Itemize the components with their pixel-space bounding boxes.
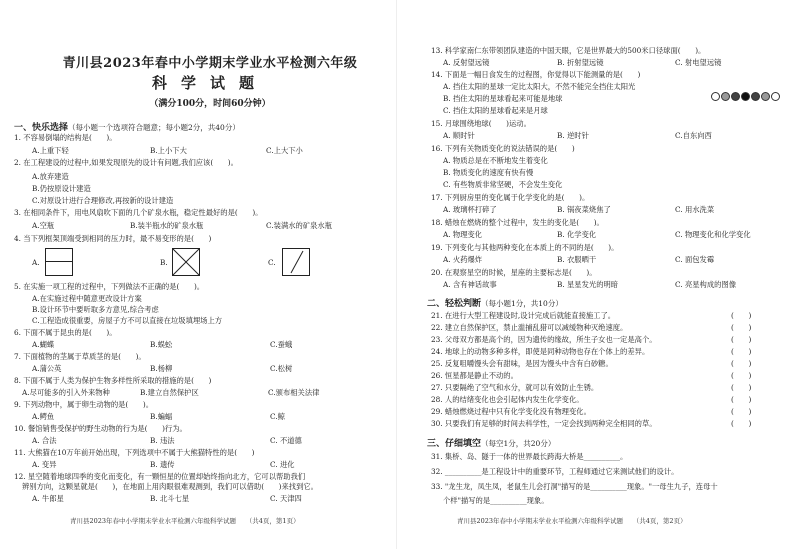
- question-11: 11. 大熊猫在10万年前开始出现，下列选项中不属于大熊猫特性的是( ): [14, 448, 255, 457]
- q7-option-a: A.蒲公英: [32, 364, 62, 373]
- exam-page-right: [397, 0, 794, 549]
- page-footer-right: 青川县2023年春中小学期末学业水平检测六年级科学试题 （共4页，第2页）: [457, 517, 687, 525]
- q6-option-a: A.蝴蝶: [32, 340, 55, 349]
- exam-score-time: （满分100分，时间60分钟）: [149, 99, 271, 109]
- q2-option-b: B.仍按原设计建造: [32, 184, 91, 193]
- question-19: 19. 下列变化与其他两种变化在本质上的不同的是( )。: [431, 243, 619, 252]
- q17-option-c: C. 用水洗菜: [675, 205, 715, 214]
- q4-option-a: A.: [32, 258, 40, 267]
- judge-25-answer[interactable]: ( ): [731, 359, 752, 368]
- q18-option-b: B. 化学变化: [557, 230, 597, 239]
- q16-option-c: C. 有些物质非常坚硬，不会发生变化: [443, 180, 563, 189]
- q10-option-c: C. 不道德: [270, 436, 302, 445]
- section-3-heading: 三、仔细填空（每空1分，共20分）: [427, 439, 556, 449]
- q13-option-c: C. 射电望远镜: [675, 58, 722, 67]
- judge-26: 26. 恒星都是静止不动的。: [431, 371, 518, 380]
- q7-option-c: C.松树: [270, 364, 293, 373]
- q18-option-a: A. 物理变化: [443, 230, 483, 239]
- q12-option-c: C. 天津四: [270, 494, 302, 503]
- question-12-line-1: 12. 星空随着地球四季的变化而变化，有一颗恒星的位置却始终指向北方，它可以帮助我们: [14, 472, 306, 481]
- q14-option-b: B. 挡住太阳的星球看起来可能是地球: [443, 94, 563, 103]
- q8-option-a: A.尽可能多的引入外来物种: [22, 388, 110, 397]
- fill-31: 31. 集桥、岛、隧于一体的世界最长跨海大桥是__________。: [431, 452, 628, 461]
- q11-option-a: A. 变异: [32, 460, 57, 469]
- q3-option-b: B.装半瓶水的矿泉水瓶: [130, 221, 204, 230]
- q12-option-b: B. 北斗七星: [150, 494, 190, 503]
- question-16: 16. 下列有关物质变化的说法错误的是( ): [431, 144, 575, 153]
- exam-title: 青川县2023年春中小学期末学业水平检测六年级: [62, 56, 358, 71]
- q6-option-b: B.蜈蚣: [150, 340, 173, 349]
- fill-33-line-1: 33. "龙生龙，凤生凤，老鼠生儿会打洞"描写的是__________现象。"一母生九子，连母十: [431, 482, 718, 491]
- q13-option-a: A. 反射望远镜: [443, 58, 490, 67]
- q4-option-b: B.: [160, 258, 168, 267]
- judge-21-answer[interactable]: ( ): [731, 311, 752, 320]
- q18-option-c: C. 物理变化和化学变化: [675, 230, 751, 239]
- question-8: 8. 下面不属于人类为保护生物多样性所采取的措施的是( ): [14, 376, 212, 385]
- section-2-heading: 二、轻松判断（每小题1分，共10分）: [427, 299, 563, 309]
- q5-option-b: B.设计环节中要听取多方意见,综合考虑: [32, 305, 159, 314]
- q5-option-c: C.工程造成很重要，房屋子方不可以直接在垃圾填埋场上方: [32, 316, 223, 325]
- q3-option-a: A.空瓶: [32, 221, 55, 230]
- q20-option-b: B. 星星发光的明暗: [557, 280, 619, 289]
- q9-option-b: B.蝙蝠: [150, 412, 173, 421]
- question-3: 3. 在相同条件下，用电风扇吹下面的几个矿泉水瓶，稳定性最好的是( )。: [14, 208, 263, 217]
- q7-option-b: B.杨柳: [150, 364, 173, 373]
- q16-option-a: A. 物质总是在不断地发生着变化: [443, 156, 548, 165]
- q16-option-b: B. 物质变化的速度有快有慢: [443, 168, 534, 177]
- judge-24-answer[interactable]: ( ): [731, 347, 752, 356]
- judge-29: 29. 蜡烛燃烧过程中只有化学变化没有物理变化。: [431, 407, 591, 416]
- judge-30-answer[interactable]: ( ): [731, 419, 752, 428]
- q14-option-a: A. 挡住太阳的星球一定比太阳大，不然不能完全挡住太阳光: [443, 82, 636, 91]
- judge-23: 23. 父母双方都是高个的，因为遗传的缘故，所生子女也一定是高个。: [431, 335, 657, 344]
- fill-33-line-2: 个样"描写的是__________现象。: [443, 496, 549, 505]
- q13-option-b: B. 折射望远镜: [557, 58, 604, 67]
- q19-option-a: A. 火药爆炸: [443, 255, 483, 264]
- question-9: 9. 下列动物中，属于卵生动物的是( )。: [14, 400, 154, 409]
- q1-option-c: C.上大下小: [266, 146, 303, 155]
- q1-option-a: A.上重下轻: [32, 146, 69, 155]
- question-5: 5. 在实施一项工程的过程中，下列做法不正确的是( )。: [14, 282, 205, 291]
- q5-option-a: A.在实施过程中随意更改设计方案: [32, 294, 142, 303]
- q15-option-b: B. 逆时针: [557, 131, 589, 140]
- q11-option-c: C. 进化: [270, 460, 295, 469]
- q15-option-c: C.自东向西: [675, 131, 712, 140]
- question-10: 10. 餐馆销售受保护的野生动物的行为是( )行为。: [14, 424, 187, 433]
- question-7: 7. 下面植物的茎属于草质茎的是( )。: [14, 352, 146, 361]
- q20-option-a: A. 含有神话故事: [443, 280, 497, 289]
- judge-24: 24. 地球上的动物多种多样，即使是同种动物也存在个体上的差异。: [431, 347, 650, 356]
- q20-option-c: C. 亮星构成的图像: [675, 280, 737, 289]
- q1-option-b: B.上小下大: [150, 146, 187, 155]
- judge-28: 28. 人的结绪变化也会引起体内发生化学变化。: [431, 395, 584, 404]
- q10-option-a: A. 合法: [32, 436, 57, 445]
- judge-29-answer[interactable]: ( ): [731, 407, 752, 416]
- page-footer-left: 青川县2023年春中小学期末学业水平检测六年级科学试题 （共4页，第1页）: [70, 517, 300, 525]
- question-13: 13. 科学家南仁东带领团队建造的中国天眼，它是世界最大的500米口径球面( )。: [431, 46, 706, 55]
- q2-option-c: C.对原设计进行合理修改,再按新的设计建造: [32, 196, 174, 205]
- question-14: 14. 下面是一幅日食发生的过程图，你觉得以下能测量的是( ): [431, 70, 641, 79]
- q10-option-b: B. 违法: [150, 436, 175, 445]
- q14-option-c: C. 挡住太阳的星球看起来是月球: [443, 106, 548, 115]
- question-2: 2. 在工程建设的过程中,如果发现原先的设计有问题,我们应该( )。: [14, 158, 238, 167]
- q19-option-c: C. 面包发霉: [675, 255, 715, 264]
- q3-option-c: C.装满水的矿泉水瓶: [266, 221, 333, 230]
- question-4: 4. 当下列框架顶端受到相同的压力时，最不易变形的是( ): [14, 234, 212, 243]
- judge-22-answer[interactable]: ( ): [731, 323, 752, 332]
- q15-option-a: A. 顺时针: [443, 131, 475, 140]
- judge-26-answer[interactable]: ( ): [731, 371, 752, 380]
- judge-27: 27. 只要隔绝了空气和水分，就可以有效防止生锈。: [431, 383, 599, 392]
- q6-option-c: C.蚕蛾: [270, 340, 293, 349]
- q9-option-a: A.鳄鱼: [32, 412, 55, 421]
- judge-30: 30. 只要我们有足够的时间去科学性，一定会找到两种完全相同的草。: [431, 419, 657, 428]
- judge-22: 22. 建立自然保护区，禁止滥捕乱猎可以减缓物种灭绝速度。: [431, 323, 628, 332]
- question-18: 18. 蜡烛在燃烧的整个过程中，发生的变化是( )。: [431, 218, 604, 227]
- judge-28-answer[interactable]: ( ): [731, 395, 752, 404]
- judge-27-answer[interactable]: ( ): [731, 383, 752, 392]
- q4-option-c: C.: [268, 258, 276, 267]
- q17-option-a: A. 玻璃杯打碎了: [443, 205, 497, 214]
- frame-a-figure: [45, 248, 73, 276]
- q9-option-c: C.鲸: [270, 412, 285, 421]
- exam-subject-title: 科学试题: [151, 74, 268, 92]
- judge-21: 21. 在进行大型工程建设时,设计完成后就能直接施工了。: [431, 311, 616, 320]
- q17-option-b: B. 锅夜菜烧焦了: [557, 205, 611, 214]
- q8-option-c: C.颁布相关法律: [268, 388, 320, 397]
- q11-option-b: B. 遗传: [150, 460, 175, 469]
- question-17: 17. 下列厨房里的变化属于化学变化的是( )。: [431, 193, 590, 202]
- q12-option-a: A. 牛郎星: [32, 494, 64, 503]
- section-1-heading: 一、快乐选择（每小题一个选项符合题意；每小题2分，共40分）: [14, 123, 240, 133]
- question-20: 20. 在观察星空的时候，星座的主要标志是( )。: [431, 268, 597, 277]
- judge-25: 25. 反复咀嚼馒头会有甜味，是因为馒头中含有白砂糖。: [431, 359, 613, 368]
- question-6: 6. 下面不属于昆虫的是( )。: [14, 328, 117, 337]
- fill-32: 32. __________是工程设计中的重要环节，工程师通过它来测试他们的设计。: [431, 467, 679, 476]
- question-15: 15. 月球围绕地球( )运动。: [431, 119, 531, 128]
- q19-option-b: B. 衣服晒干: [557, 255, 597, 264]
- judge-23-answer[interactable]: ( ): [731, 335, 752, 344]
- q8-option-b: B.建立自然保护区: [140, 388, 199, 397]
- frame-c-figure: [282, 248, 310, 276]
- q2-option-a: A.放弃建造: [32, 172, 69, 181]
- frame-b-figure: [172, 248, 200, 276]
- solar-eclipse-figure: [711, 92, 780, 101]
- question-1: 1. 不容易倒塌的结构是( )。: [14, 133, 117, 142]
- question-12-line-2: 辨别方向，这颗星就是( )，在地面上用肉眼很难观测到，我们可以借助( )来找到它。: [22, 482, 318, 491]
